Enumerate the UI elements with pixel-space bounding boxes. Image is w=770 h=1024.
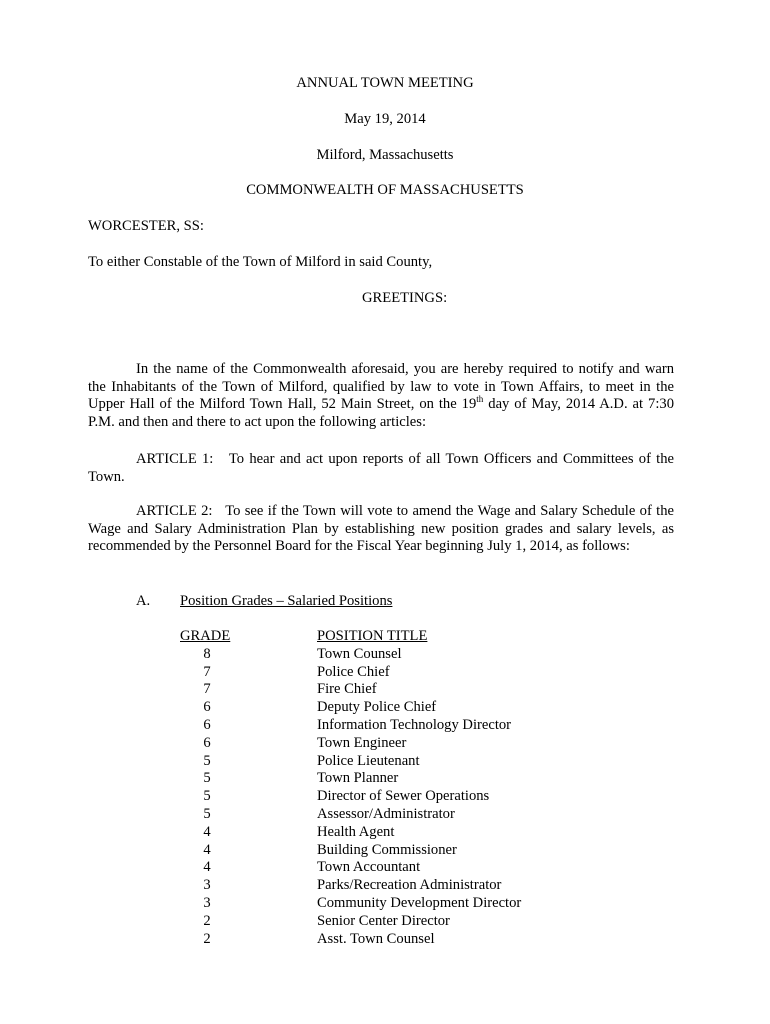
grade-cell: 3 (203, 894, 211, 911)
grade-cell: 8 (203, 645, 211, 662)
article-1-label: ARTICLE 1: (136, 451, 214, 467)
article-1-text: To hear and act upon reports of all Town Officers and Committees of the Town. (88, 451, 675, 485)
section-a-heading: Position Grades – Salaried Positions (180, 593, 393, 609)
position-title-cell: Health Agent (317, 823, 395, 840)
salutation-line: To either Constable of the Town of Milford in said County, (88, 254, 433, 270)
warrant-paragraph (88, 361, 674, 431)
position-title-cell: Police Chief (317, 663, 390, 680)
position-title-cell: Information Technology Director (317, 716, 512, 733)
grade-cell: 6 (203, 699, 211, 716)
section-a-letter: A. (136, 593, 151, 609)
position-title-cell: Assessor/Administrator (317, 805, 455, 822)
grade-cell: 7 (203, 663, 211, 680)
county-line: WORCESTER, SS: (88, 218, 204, 234)
position-title-cell: Town Counsel (317, 645, 402, 662)
commonwealth-heading: COMMONWEALTH OF MASSACHUSETTS (246, 182, 524, 198)
position-title-cell: Police Lieutenant (317, 752, 420, 769)
position-title-cell: Town Accountant (317, 859, 421, 876)
grade-column-header: GRADE (180, 628, 231, 644)
article-2-label: ARTICLE 2: (136, 503, 213, 519)
position-title-cell: Parks/Recreation Administrator (317, 877, 502, 894)
position-title-cell: Deputy Police Chief (317, 699, 437, 716)
position-title-cell: Asst. Town Counsel (317, 930, 435, 947)
grade-cell: 5 (203, 788, 211, 805)
greetings-line: GREETINGS: (362, 290, 448, 306)
grade-cell: 2 (203, 930, 211, 947)
grade-cell: 5 (203, 805, 211, 822)
meeting-title: ANNUAL TOWN MEETING (296, 75, 474, 91)
grade-cell: 4 (203, 823, 211, 840)
grade-cell: 6 (203, 734, 211, 751)
grade-cell: 4 (203, 859, 211, 876)
grade-cell: 4 (203, 841, 211, 858)
grade-cell: 5 (203, 770, 211, 787)
grade-cell: 7 (203, 681, 211, 698)
article-1-paragraph (88, 451, 674, 486)
position-title-column-header: POSITION TITLE (317, 628, 428, 644)
article-2-text: To see if the Town will vote to amend the Wage and Salary Schedule of the Wage and Salary Administration Plan by establishing new position grades and salary levels, as recommended by the Personnel Board for the Fiscal Year beginning July 1, 2014, as follows: (88, 503, 674, 555)
position-title-cell: Town Engineer (317, 734, 407, 751)
grade-cell: 6 (203, 716, 211, 733)
warrant-text-start: In the name of the Commonwealth aforesaid, you are hereby required to notify and warn the Inhabitants of the Town of Milford, qualified by law to vote in Town Affairs, to meet in the Upper Hall of the Milford Town Hall, 52 Main Street, on the 19 (88, 361, 674, 413)
position-title-cell: Town Planner (317, 770, 399, 787)
grade-cell: 2 (203, 912, 211, 929)
grade-cell: 3 (203, 877, 211, 894)
meeting-location: Milford, Massachusetts (316, 147, 454, 163)
grade-cell: 5 (203, 752, 211, 769)
position-title-cell: Building Commissioner (317, 841, 457, 858)
position-title-cell: Fire Chief (317, 681, 377, 698)
article-2-paragraph (88, 503, 674, 556)
ordinal-suffix: th (476, 394, 484, 405)
position-title-cell: Community Development Director (317, 894, 522, 911)
warrant-text-end: day of May, 2014 A.D. at 7:30 P.M. and then and there to act upon the following articles: (88, 396, 675, 430)
position-title-cell: Senior Center Director (317, 912, 450, 929)
meeting-date: May 19, 2014 (344, 111, 426, 127)
position-title-cell: Director of Sewer Operations (317, 788, 490, 805)
